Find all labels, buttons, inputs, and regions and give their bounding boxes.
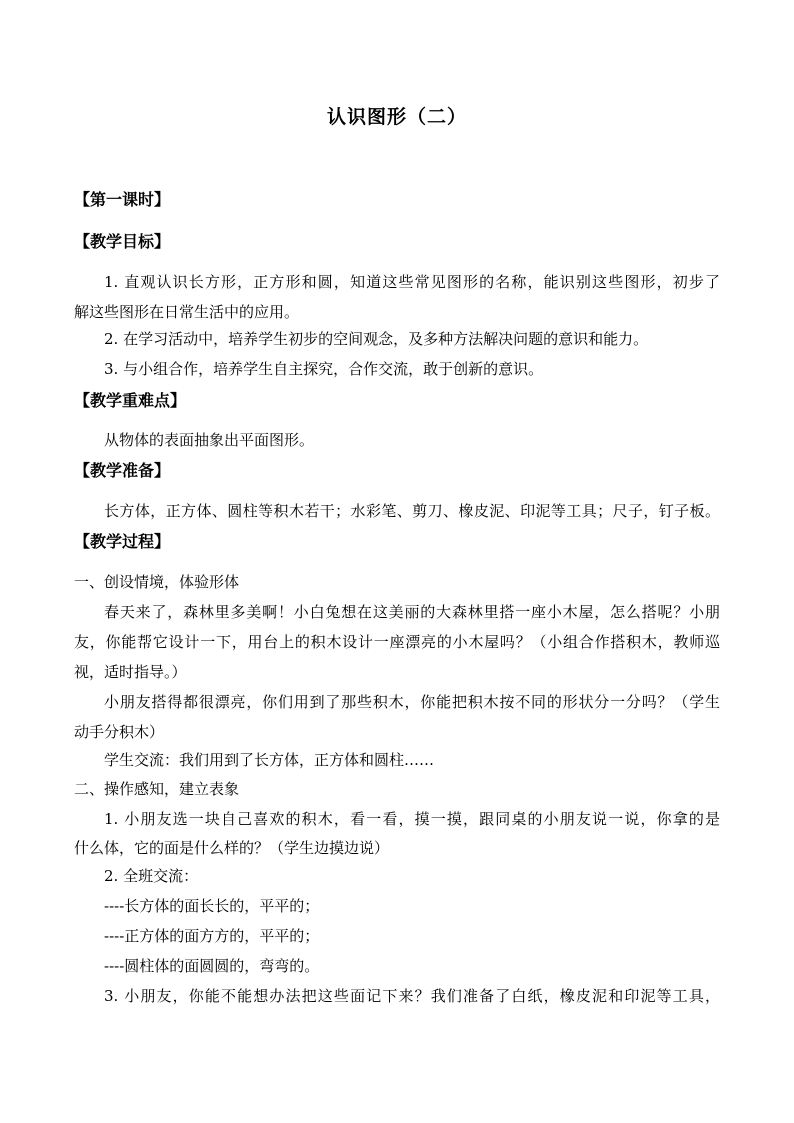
- goals-heading: 【教学目标】: [74, 232, 171, 251]
- page-title: 认识图形（二）: [326, 106, 467, 128]
- section-1-p1-line-1: 春天来了，森林里多美啊！小白兔想在这美丽的大森林里搭一座小木屋，怎么搭呢？小朋: [104, 603, 720, 621]
- section-1-title: 一、创设情境，体验形体: [74, 573, 240, 591]
- goal-item-2: 2. 在学习活动中，培养学生初步的空间观念，及多种方法解决问题的意识和能力。: [104, 330, 649, 348]
- section-2-dash-2: ----正方体的面方方的，平平的；: [104, 927, 320, 945]
- section-2-item-1-line-1: 1. 小朋友选一块自己喜欢的积木，看一看，摸一摸，跟同桌的小朋友说一说，你拿的是: [104, 810, 720, 828]
- section-2-item-2: 2. 全班交流：: [104, 867, 199, 885]
- goal-item-1-line-1: 1. 直观认识长方形，正方形和圆，知道这些常见图形的名称，能识别这些图形，初步了: [104, 273, 720, 291]
- prep-text: 长方体，正方体、圆柱等积木若干；水彩笔、剪刀、橡皮泥、印泥等工具；尺子，钉子板。: [104, 502, 720, 520]
- section-2-dash-3: ----圆柱体的面圆圆的，弯弯的。: [104, 957, 320, 975]
- key-points-heading: 【教学重难点】: [74, 391, 187, 410]
- goal-item-3: 3. 与小组合作，培养学生自主探究，合作交流，敢于创新的意识。: [104, 360, 544, 378]
- section-1-p2-line-2: 动手分积木）: [74, 723, 165, 741]
- key-points-text: 从物体的表面抽象出平面图形。: [104, 431, 315, 449]
- process-heading: 【教学过程】: [74, 532, 171, 551]
- section-1-p2-line-1: 小朋友搭得都很漂亮，你们用到了那些积木，你能把积木按不同的形状分一分吗？（学生: [104, 693, 720, 711]
- section-1-p3: 学生交流：我们用到了长方体，正方体和圆柱……: [104, 751, 435, 769]
- goal-item-1-line-2: 解这些图形在日常生活中的应用。: [74, 303, 300, 321]
- section-2-item-3-line-1: 3. 小朋友，你能不能想办法把这些面记下来？我们准备了白纸，橡皮泥和印泥等工具，: [104, 987, 720, 1005]
- lesson-heading: 【第一课时】: [74, 190, 171, 209]
- section-2-item-1-line-2: 什么体，它的面是什么样的？（学生边摸边说）: [74, 839, 390, 857]
- section-1-p1-line-3: 视，适时指导。）: [74, 663, 187, 681]
- section-2-title: 二、操作感知，建立表象: [74, 780, 240, 798]
- prep-heading: 【教学准备】: [74, 461, 171, 480]
- section-2-dash-1: ----长方体的面长长的，平平的；: [104, 897, 320, 915]
- section-1-p1-line-2: 友，你能帮它设计一下，用台上的积木设计一座漂亮的小木屋吗？（小组合作搭积木，教师巡: [74, 633, 720, 651]
